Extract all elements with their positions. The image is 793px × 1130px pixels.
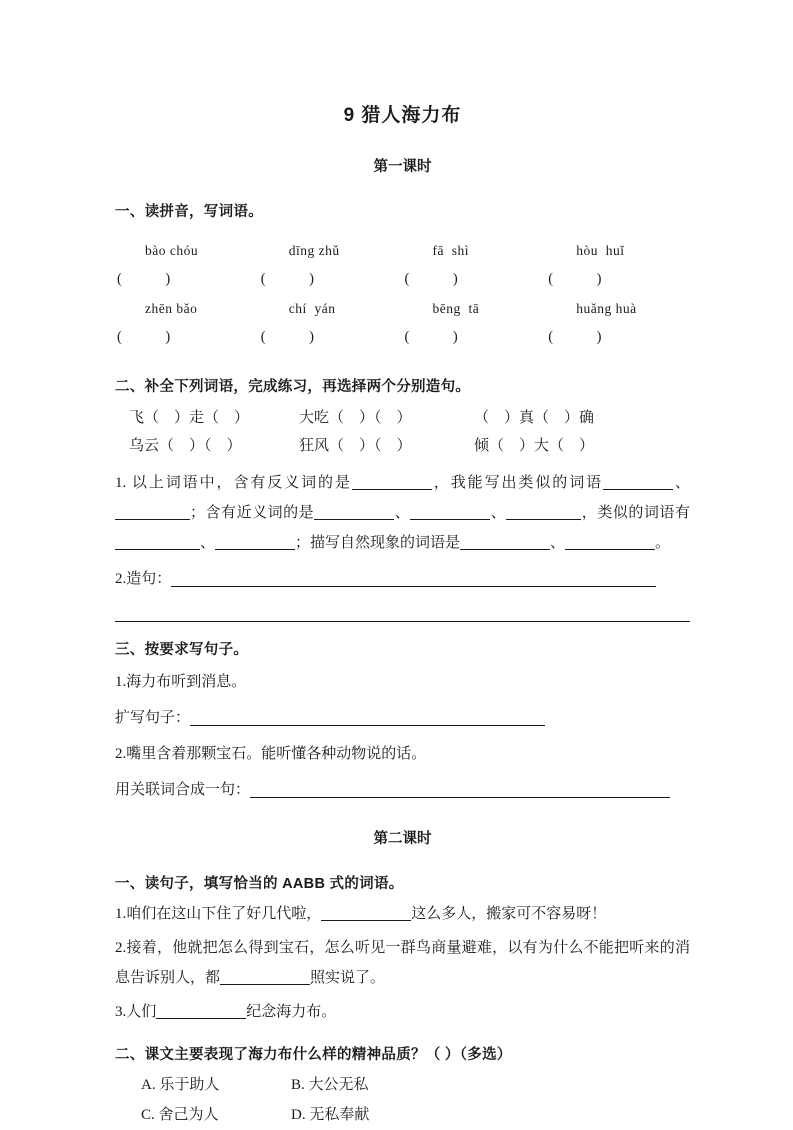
section-heading-word-completion: 二、补全下列词语，完成练习，再选择两个分别造句。	[115, 379, 471, 395]
answer-parentheses[interactable]: ( )	[404, 329, 458, 345]
question-2-2-line	[115, 558, 690, 594]
q-text: 照实说了。	[310, 970, 386, 986]
q-text: ，我能写出类似的词语	[431, 475, 604, 491]
answer-rule[interactable]	[171, 586, 656, 587]
pinyin-cell	[546, 295, 690, 323]
choice-option-a[interactable]: A. 乐于助人	[141, 1077, 220, 1093]
question-3-2-text: 2.嘴里含着那颗宝石。能听懂各种动物说的话。	[115, 746, 427, 762]
section-heading-sentence-writing: 三、按要求写句子。	[115, 642, 249, 658]
answer-blank[interactable]	[565, 549, 655, 550]
answer-parentheses[interactable]: ( )	[117, 329, 171, 345]
pinyin-cell	[403, 295, 547, 323]
q-label: 2.造句：	[115, 571, 172, 587]
word-slot[interactable]: 乌云（ ）（ ）	[129, 438, 242, 454]
aabb-question-3	[115, 993, 690, 1027]
q-label: 用关联词合成一句：	[115, 782, 251, 798]
pinyin-cell	[403, 237, 547, 265]
answer-parentheses[interactable]: ( )	[404, 271, 458, 287]
answer-blank[interactable]	[352, 489, 432, 490]
q-text: 、	[394, 505, 411, 521]
answer-blank[interactable]	[410, 519, 490, 520]
pinyin-cell	[115, 237, 259, 265]
pinyin-row-2-answers	[115, 323, 690, 351]
choice-option-c[interactable]: C. 舍己为人	[141, 1107, 219, 1123]
pinyin-answer-cell[interactable]	[546, 265, 690, 293]
pinyin-answer-cell[interactable]	[546, 323, 690, 351]
q-text: ；含有近义词的是	[190, 505, 315, 521]
choice-option-b[interactable]: B. 大公无私	[291, 1077, 369, 1093]
answer-blank[interactable]	[603, 489, 673, 490]
aabb-question-1	[115, 895, 690, 929]
q-text: 这么多人，搬家可不容易呀！	[411, 906, 607, 922]
choice-row	[115, 1100, 690, 1130]
pinyin-label: dīng zhǔ	[288, 243, 340, 258]
pinyin-row-2-text	[115, 295, 690, 323]
answer-parentheses[interactable]: ( )	[117, 271, 171, 287]
pinyin-label: fā shì	[432, 243, 469, 258]
pinyin-row-1-answers	[115, 265, 690, 293]
pinyin-cell	[259, 237, 403, 265]
section-heading-multiple-choice: 二、课文主要表现了海力布什么样的精神品质？（ ）（多选）	[115, 1047, 512, 1063]
word-slot[interactable]: （ ）真（ ）确	[474, 410, 595, 426]
answer-blank[interactable]	[115, 549, 200, 550]
word-slot[interactable]: 飞（ ）走（ ）	[129, 410, 250, 426]
q-text: ，类似的词语有	[581, 505, 690, 521]
pinyin-answer-cell[interactable]	[115, 323, 259, 351]
aabb-question-2	[115, 929, 690, 993]
q-text: 、	[490, 505, 507, 521]
pinyin-row-1-text	[115, 237, 690, 265]
pinyin-answer-cell[interactable]	[259, 323, 403, 351]
pinyin-label: zhēn bǎo	[145, 301, 198, 316]
pinyin-label: bào chóu	[145, 243, 199, 258]
word-completion-block	[115, 398, 690, 460]
answer-parentheses[interactable]: ( )	[260, 271, 314, 287]
question-2-1-paragraph	[115, 460, 690, 558]
question-3-1-text: 1.海力布听到消息。	[115, 674, 247, 690]
choice-row	[115, 1070, 690, 1100]
q-text: 、	[200, 535, 216, 551]
answer-blank[interactable]	[215, 549, 295, 550]
q-text: 1. 以上词语中，含有反义词的是	[115, 475, 352, 491]
answer-blank[interactable]	[506, 519, 581, 520]
choice-list	[115, 1066, 690, 1130]
section-heading-aabb: 一、读句子，填写恰当的 AABB 式的词语。	[115, 876, 404, 892]
answer-blank[interactable]	[460, 549, 550, 550]
answer-parentheses[interactable]: ( )	[548, 329, 602, 345]
question-3-2-prompt-line	[115, 769, 690, 805]
q-text: 、	[673, 475, 690, 491]
answer-blank[interactable]	[156, 1018, 246, 1019]
answer-blank[interactable]	[321, 920, 411, 921]
pinyin-label: chí yán	[288, 301, 336, 316]
q-text: 1.咱们在这山下住了好几代啦，	[115, 906, 322, 922]
question-3-1-prompt-line	[115, 697, 690, 733]
pinyin-answer-cell[interactable]	[403, 265, 547, 293]
q-text: 2.接着，他就把怎么得到宝石，怎么听见一群鸟商量避难，以有为什么不能把听来的消息告诉别人，都	[115, 940, 690, 986]
word-completion-row[interactable]	[115, 432, 690, 460]
answer-blank[interactable]	[115, 519, 190, 520]
answer-rule[interactable]	[190, 725, 545, 726]
pinyin-answer-cell[interactable]	[115, 265, 259, 293]
answer-blank[interactable]	[220, 984, 310, 985]
word-slot[interactable]: 狂风（ ）（ ）	[299, 438, 412, 454]
pinyin-label: bēng tā	[432, 301, 480, 316]
section-heading-pinyin: 一、读拼音，写词语。	[115, 204, 263, 220]
pinyin-cell	[546, 237, 690, 265]
pinyin-answer-cell[interactable]	[259, 265, 403, 293]
q-text: 、	[550, 535, 566, 551]
q-text: 3.人们	[115, 1004, 157, 1020]
pinyin-cell	[259, 295, 403, 323]
pinyin-answer-cell[interactable]	[403, 323, 547, 351]
word-slot[interactable]: 大吃（ ）（ ）	[299, 410, 412, 426]
page-content	[115, 0, 690, 1130]
answer-blank[interactable]	[314, 519, 394, 520]
pinyin-cell	[115, 295, 259, 323]
pinyin-label: huǎng huà	[576, 301, 637, 316]
pinyin-exercise-block	[115, 223, 690, 351]
q-text: 纪念海力布。	[246, 1004, 337, 1020]
word-completion-row[interactable]	[115, 404, 690, 432]
q-text: ；描写自然现象的词语是	[295, 535, 461, 551]
answer-parentheses[interactable]: ( )	[260, 329, 314, 345]
q-label: 扩写句子：	[115, 710, 191, 726]
lesson-one-label: 第一课时	[373, 159, 432, 175]
lesson-two-label: 第二课时	[373, 831, 432, 847]
answer-parentheses[interactable]: ( )	[548, 271, 602, 287]
pinyin-label: hòu huǐ	[576, 243, 625, 258]
page-title: 9 猎人海力布	[343, 105, 462, 126]
word-slot[interactable]: 倾（ ）大（ ）	[474, 438, 595, 454]
q-text: 。	[655, 535, 671, 551]
answer-rule[interactable]	[250, 797, 670, 798]
choice-option-d[interactable]: D. 无私奉献	[291, 1107, 370, 1123]
